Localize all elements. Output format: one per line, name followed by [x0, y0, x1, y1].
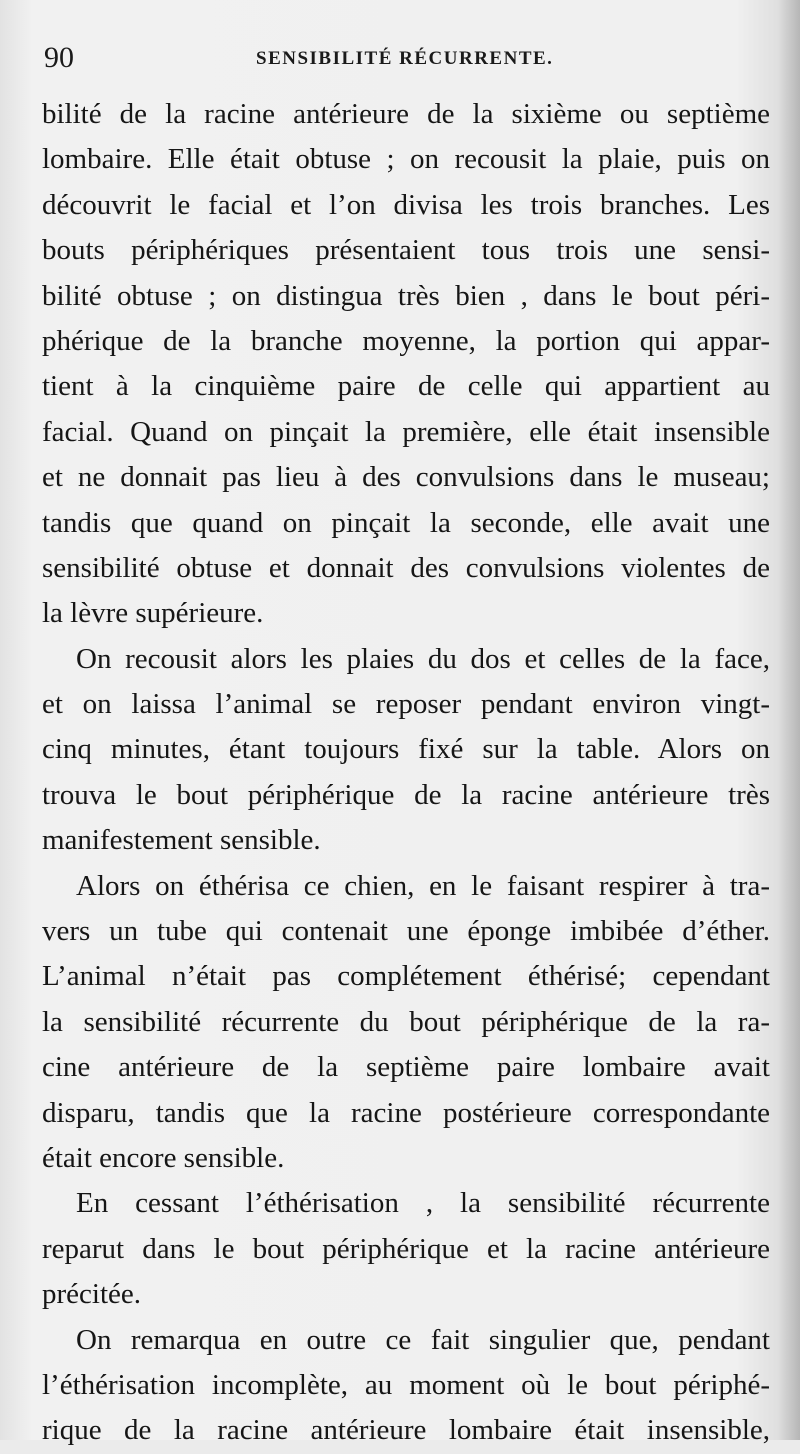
- text-line: rique de la racine antérieure lombaire était insensible,: [42, 1414, 770, 1447]
- text-line: cinq minutes, étant toujours fixé sur la table. Alors on: [42, 733, 770, 766]
- text-line: bouts périphériques présentaient tous trois une sensi-: [42, 234, 770, 267]
- text-line: manifestement sensible.: [42, 824, 321, 857]
- text-line: et on laissa l’animal se reposer pendant environ vingt-: [42, 688, 770, 721]
- body-text: [42, 92, 770, 1454]
- text-line: bilité de la racine antérieure de la sixième ou septième: [42, 98, 770, 130]
- page-header: [44, 38, 764, 82]
- text-line: phérique de la branche moyenne, la portion qui appar-: [42, 324, 770, 357]
- page-number: 90: [44, 41, 74, 74]
- text-line: bilité obtuse ; on distingua très bien , dans le bout péri-: [42, 279, 770, 312]
- paragraph-start-line: On recousit alors les plaies du dos et celles de la face,: [76, 642, 770, 675]
- text-line: la sensibilité récurrente du bout périphérique de la ra-: [42, 1005, 770, 1038]
- text-line: précitée.: [42, 1278, 142, 1311]
- text-line: tandis que quand on pinçait la seconde, elle avait une: [42, 506, 770, 539]
- running-title: SENSIBILITÉ RÉCURRENTE.: [256, 48, 554, 69]
- text-line: sensibilité obtuse et donnait des convulsions violentes de: [42, 551, 770, 584]
- text-line: tient à la cinquième paire de celle qui appartient au: [42, 370, 770, 403]
- text-line: la lèvre supérieure.: [42, 597, 264, 630]
- paragraph-start-line: En cessant l’éthérisation , la sensibilité récurrente: [76, 1187, 770, 1220]
- paragraph-start-line: On remarqua en outre ce fait singulier que, pendant: [76, 1323, 770, 1356]
- text-line: l’éthérisation incomplète, au moment où le bout périphé-: [42, 1368, 770, 1401]
- paragraph-start-line: Alors on éthérisa ce chien, en le faisant respirer à tra-: [76, 869, 770, 902]
- text-line: cine antérieure de la septième paire lombaire avait: [42, 1051, 770, 1084]
- text-line: facial. Quand on pinçait la première, elle était insensible: [42, 415, 770, 448]
- text-line: vers un tube qui contenait une éponge imbibée d’éther.: [42, 915, 770, 948]
- text-line: L’animal n’était pas complétement éthérisé; cependant: [42, 960, 770, 993]
- text-line: était encore sensible.: [42, 1141, 285, 1174]
- spine-shadow: [778, 0, 800, 1440]
- text-line: lombaire. Elle était obtuse ; on recousit la plaie, puis on: [42, 143, 770, 176]
- text-line: découvrit le facial et l’on divisa les trois branches. Les: [42, 188, 770, 221]
- text-line: disparu, tandis que la racine postérieure correspondante: [42, 1096, 770, 1129]
- text-line: et ne donnait pas lieu à des convulsions dans le museau;: [42, 461, 770, 494]
- text-line: trouva le bout périphérique de la racine antérieure très: [42, 778, 770, 811]
- text-line: reparut dans le bout périphérique et la racine antérieure: [42, 1232, 770, 1265]
